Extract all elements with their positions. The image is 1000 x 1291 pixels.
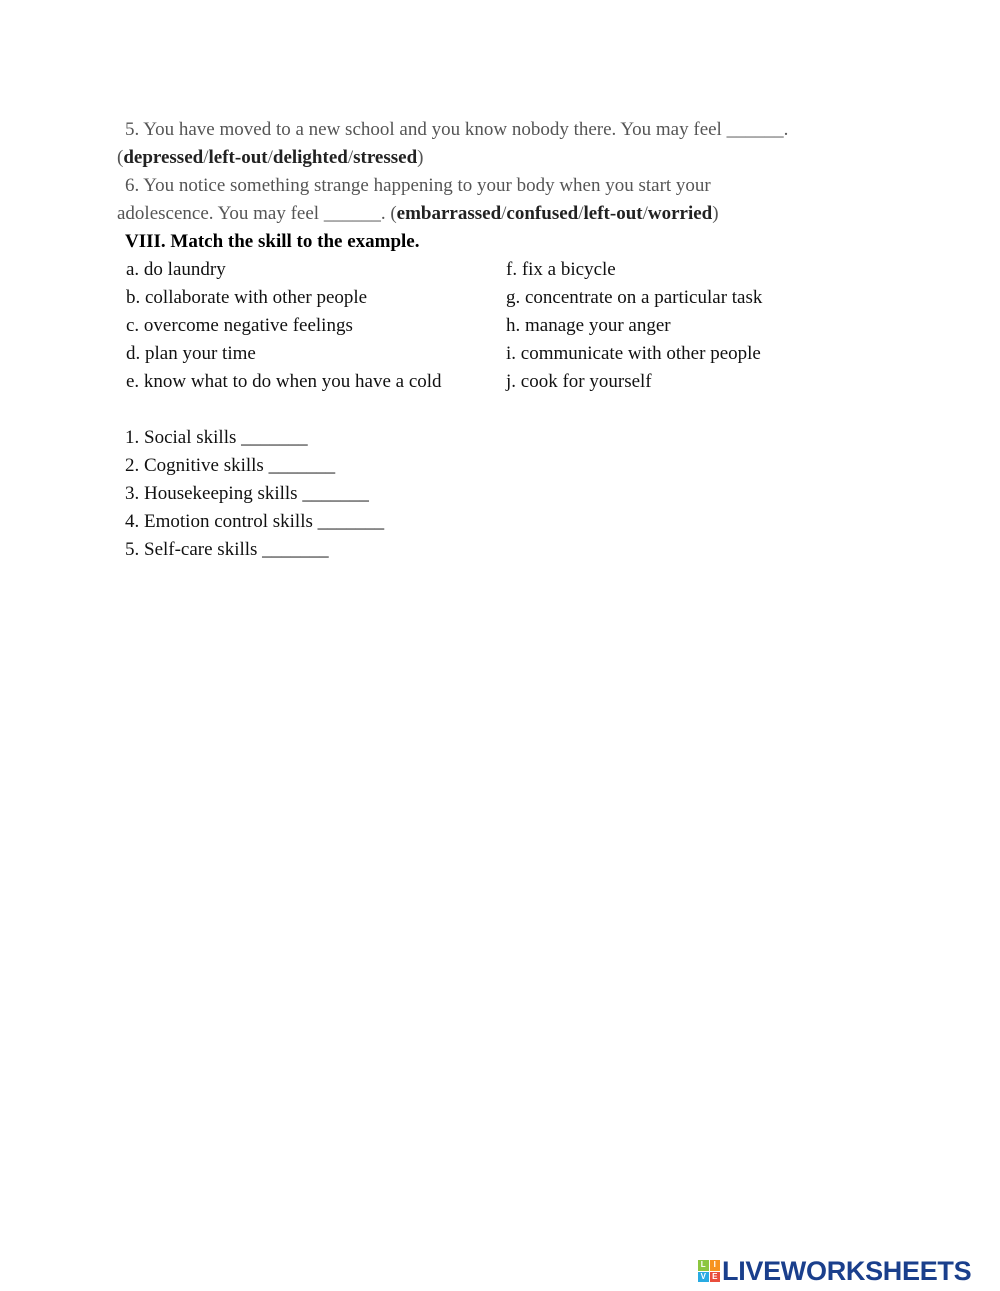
option-left-out: left-out (208, 147, 268, 168)
option-left-out: left-out (583, 203, 643, 224)
logo-letter: V (698, 1272, 709, 1283)
skill-item-social: 1. Social skills _______ (125, 427, 308, 448)
logo-letter: L (698, 1260, 709, 1271)
skill-item-cognitive: 2. Cognitive skills _______ (125, 455, 336, 476)
logo-mark-icon (698, 1260, 720, 1282)
question-5-options: (depressed/left-out/delighted/stressed) (117, 147, 424, 168)
list-item: d. plan your time (126, 343, 256, 364)
logo-text: LIVEWORKSHEETS (722, 1256, 972, 1286)
skill-item-housekeeping: 3. Housekeeping skills _______ (125, 483, 369, 504)
skill-item-self-care: 5. Self-care skills _______ (125, 539, 329, 560)
list-item: j. cook for yourself (506, 371, 652, 392)
examples-left-column (126, 256, 442, 396)
option-delighted: delighted (272, 147, 348, 168)
option-depressed: depressed (123, 147, 204, 168)
option-stressed: stressed (353, 147, 418, 168)
section-heading: VIII. Match the skill to the example. (125, 231, 420, 252)
examples-right-column (506, 256, 762, 396)
skill-item-emotion-control: 4. Emotion control skills _______ (125, 511, 385, 532)
option-embarrassed: embarrassed (396, 203, 502, 224)
question-6-options: adolescence. You may feel ______. (embarrassed/confused/left-out/worried) (117, 203, 719, 224)
list-item: h. manage your anger (506, 315, 671, 336)
logo-letter: E (710, 1272, 721, 1283)
option-confused: confused (506, 203, 579, 224)
list-item: f. fix a bicycle (506, 259, 616, 280)
question-5-text: 5. You have moved to a new school and you know nobody there. You may feel ______. (125, 119, 789, 140)
list-item: c. overcome negative feelings (126, 315, 353, 336)
skills-list (125, 424, 384, 564)
question-6-text: 6. You notice something strange happening to your body when you start your (125, 175, 711, 196)
list-item: i. communicate with other people (506, 343, 761, 364)
option-worried: worried (647, 203, 713, 224)
list-item: g. concentrate on a particular task (506, 287, 763, 308)
liveworksheets-logo (698, 1258, 971, 1284)
list-item: b. collaborate with other people (126, 287, 368, 308)
list-item: a. do laundry (126, 259, 226, 280)
list-item: e. know what to do when you have a cold (126, 371, 442, 392)
logo-letter: I (710, 1260, 721, 1271)
